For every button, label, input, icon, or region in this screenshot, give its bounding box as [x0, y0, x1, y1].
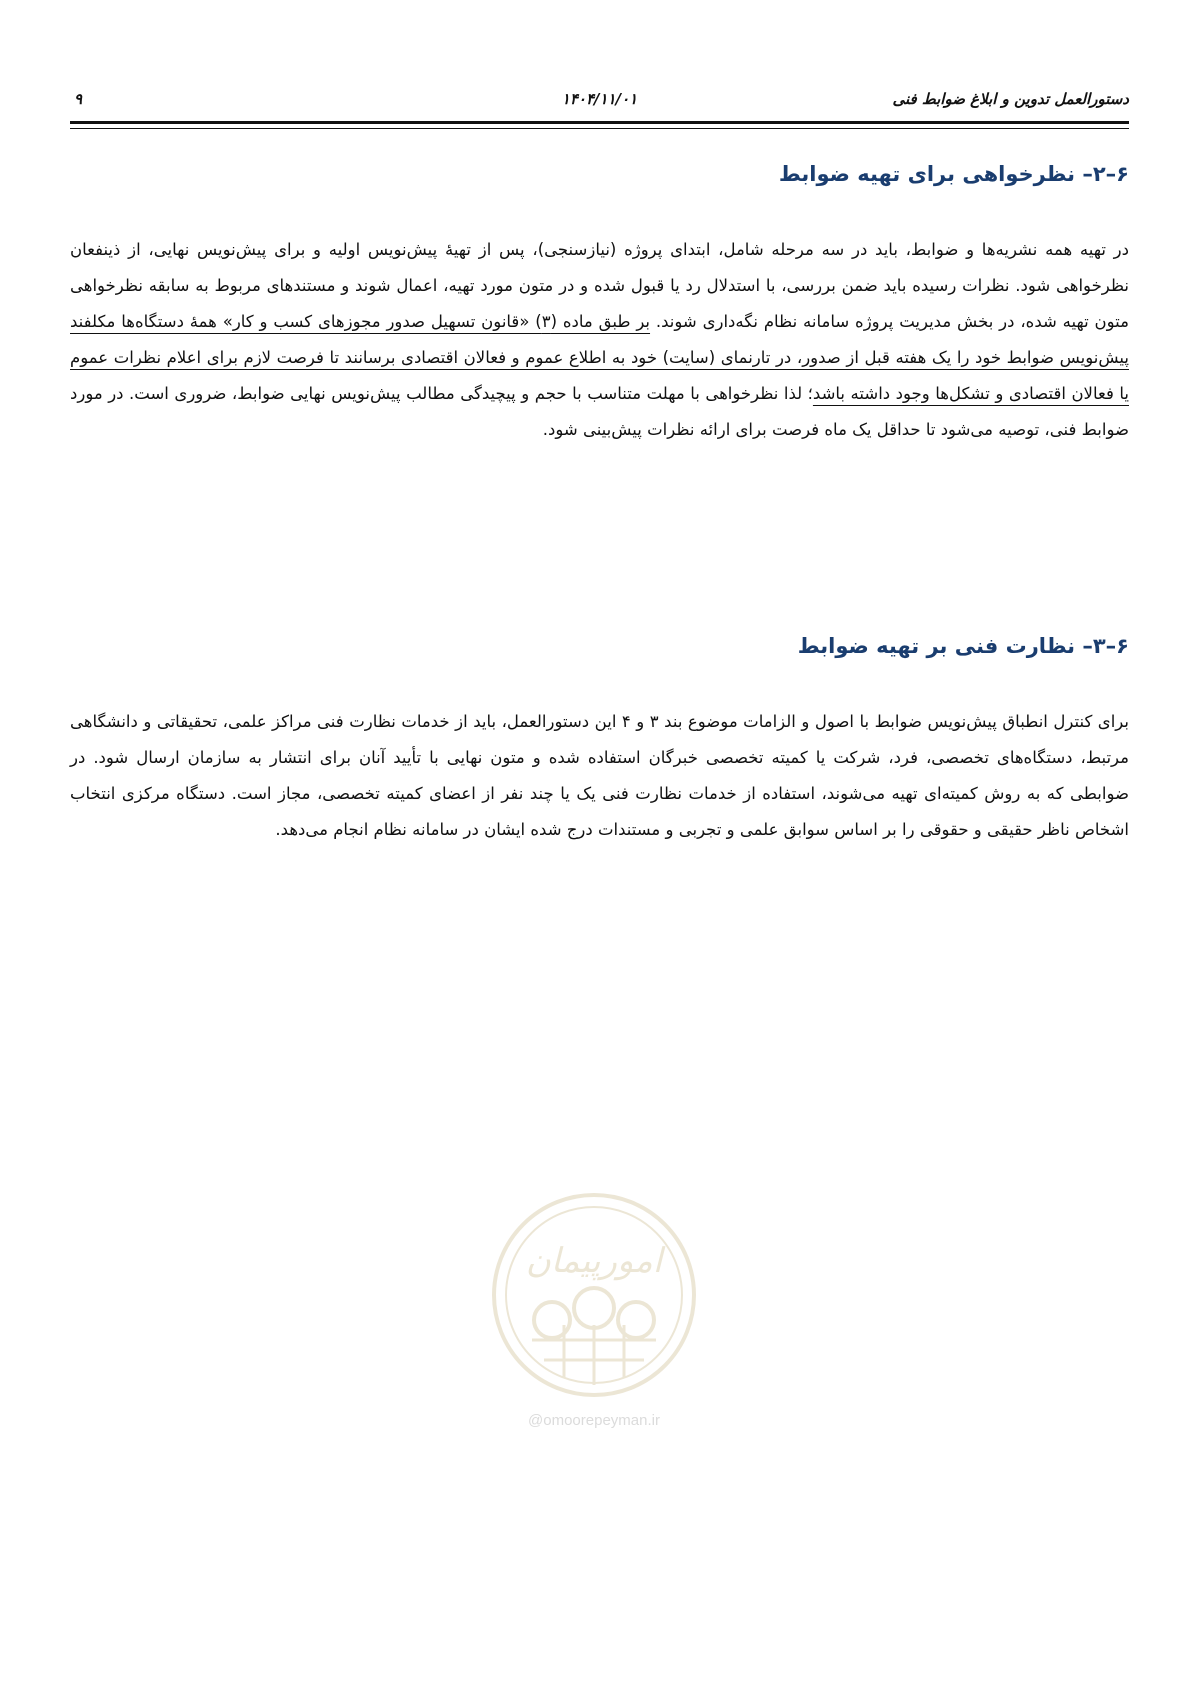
section-heading: ۶–۲– نظرخواهی برای تهیه ضوابط — [778, 162, 1129, 186]
section-6-3 — [70, 632, 1129, 848]
header-rule-thin — [70, 128, 1129, 129]
page-number: ۹ — [74, 90, 83, 108]
section-heading: ۶–۳– نظارت فنی بر تهیه ضوابط — [797, 634, 1129, 658]
watermark-logo — [474, 1180, 714, 1440]
section-paragraph: برای کنترل انطباق پیش‌نویس ضوابط با اصول و الزامات موضوع بند ۳ و ۴ این دستورالعمل، باید از خدمات نظارت فنی مراکز علمی، تحقیقاتی و دانشگاهی مرتبط، دستگاه‌های تخصصی، فرد، شرکت یا کمیته تخصصی خبرگان استفاده شده و متون نهایی با تأیید آنان برای انتشار به سازمان ارسال شود. در ضوابطی که به روش کمیته‌ای تهیه می‌شوند، استفاده از خدمات نظارت فنی یک یا چند نفر از اعضای کمیته تخصصی، مجاز است. دستگاه مرکزی انتخاب اشخاص ناظر حقیقی و حقوقی را بر اساس سوابق علمی و تجربی و مستندات درج شده ایشان در سامانه نظام انجام می‌دهد. — [70, 712, 1130, 839]
document-title: دستورالعمل تدوین و ابلاغ ضوابط فنی — [892, 90, 1129, 108]
header-rule-thick — [70, 121, 1129, 124]
page-header — [70, 90, 1129, 120]
watermark-caption: @omoorepeyman.ir — [528, 1412, 660, 1429]
section-paragraph — [70, 232, 1129, 448]
paragraph-text: در تهیه همه نشریه‌ها و ضوابط، باید در سه مرحله شامل، ابتدای پروژه (نیازسنجی)، پس از تهیهٔ پیش‌نویس اولیه و برای پیش‌نویس نهایی، از ذینفعان نظرخواهی شود. نظرات رسیده باید ضمن بررسی، با استدلال رد یا قبول شده و در متون مورد تهیه، اعمال شوند و مستندهای مربوط به سابقه نظرخواهی متون تهیه شده، در بخش مدیریت پروژه سامانه نظام نگه‌داری شوند. — [70, 240, 1129, 331]
paragraph-text-continued: ؛ لذا نظرخواهی با مهلت متناسب با حجم و پیچیدگی مطالب پیش‌نویس نهایی ضوابط، ضروری است. در مورد ضوابط فنی، توصیه می‌شود تا حداقل یک ماه فرصت برای ارائه نظرات پیش‌بینی شود. — [70, 384, 1129, 439]
underlined-quote: بر طبق ماده (۳) «قانون تسهیل صدور مجوزهای کسب و کار» همهٔ دستگاه‌ها مکلفند پیش‌نویس ضوابط خود را یک هفته قبل از صدور، در تارنمای (سایت) خود به اطلاع عموم و فعالان اقتصادی برسانند تا فرصت لازم برای اعلام نظرات عموم یا فعالان اقتصادی و تشکل‌ها وجود داشته باشد — [70, 312, 1129, 403]
seal-icon — [474, 1180, 714, 1412]
section-6-2 — [70, 160, 1129, 448]
watermark-logo-text: امورپیمان — [525, 1241, 663, 1281]
header-date: ۱۴۰۴/۱۱/۰۱ — [561, 90, 638, 108]
